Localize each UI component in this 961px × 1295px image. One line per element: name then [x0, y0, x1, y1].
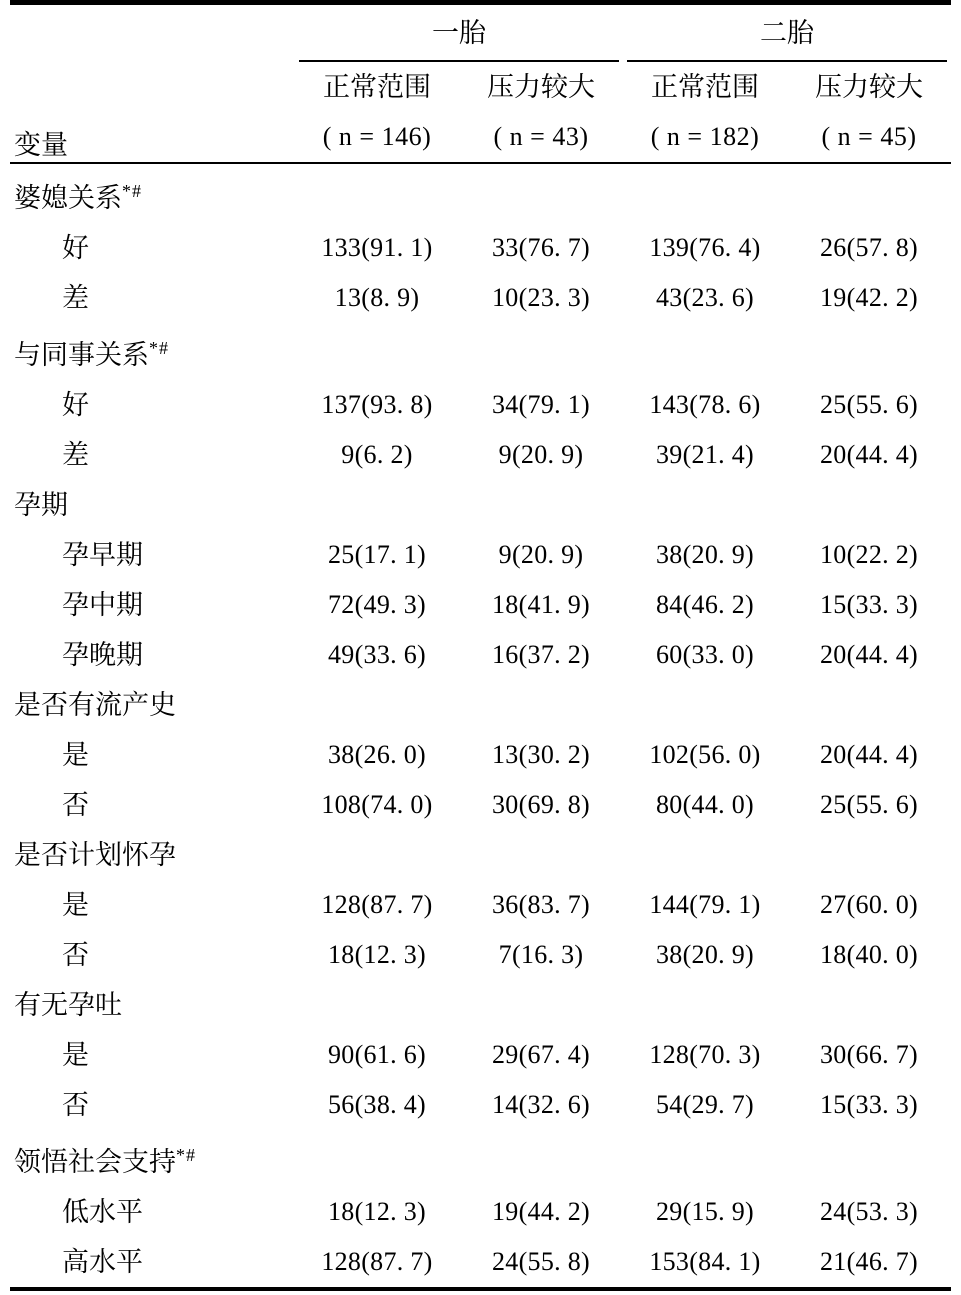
- table-cell: 14(32. 6): [459, 1080, 623, 1130]
- group-header-first-child-label: 一胎: [299, 10, 619, 62]
- table-cell: [459, 480, 623, 530]
- row-item-label: [10, 273, 295, 323]
- table-cell: 18(12. 3): [295, 1187, 459, 1237]
- table-cell: 20(44. 4): [787, 430, 951, 480]
- table-row: [10, 730, 951, 780]
- table-cell: 43(23. 6): [623, 273, 787, 323]
- row-item-label: [10, 730, 295, 780]
- table-body: [10, 3, 951, 1295]
- table-cell: 15(33. 3): [787, 580, 951, 630]
- table-row: [10, 1237, 951, 1289]
- row-item-label: [10, 880, 295, 930]
- significance-marker: *#: [149, 338, 169, 358]
- row-category-label: [10, 480, 295, 530]
- table-cell: 128(87. 7): [295, 880, 459, 930]
- table-cell: 49(33. 6): [295, 630, 459, 680]
- table-cell: 39(21. 4): [623, 430, 787, 480]
- row-category-label: [10, 1130, 295, 1187]
- table-cell: 137(93. 8): [295, 380, 459, 430]
- row-item-label: [10, 930, 295, 980]
- table-row: [10, 830, 951, 880]
- row-label-text: 领悟社会支持: [14, 1147, 176, 1177]
- row-item-label: [10, 580, 295, 630]
- table-cell: [787, 1130, 951, 1187]
- row-category-label: [10, 680, 295, 730]
- sample-size-col3: ( n = 182): [623, 112, 787, 163]
- sample-size-col1: ( n = 146): [295, 112, 459, 163]
- table-cell: [459, 680, 623, 730]
- table-cell: 9(20. 9): [459, 430, 623, 480]
- table-cell: 33(76. 7): [459, 223, 623, 273]
- row-label-text: 孕早期: [62, 540, 143, 570]
- table-cell: [787, 980, 951, 1030]
- rule-line: [10, 3, 951, 11]
- subheader-col3: 正常范围: [623, 62, 787, 112]
- sample-size-col4: ( n = 45): [787, 112, 951, 163]
- row-label-text: 好: [62, 233, 89, 263]
- table-cell: 102(56. 0): [623, 730, 787, 780]
- table-cell: [787, 830, 951, 880]
- table-cell: 30(66. 7): [787, 1030, 951, 1080]
- table-cell: 38(20. 9): [623, 530, 787, 580]
- row-label-text: 否: [62, 940, 89, 970]
- table-row: [10, 430, 951, 480]
- row-category-label: [10, 166, 295, 223]
- table-row: [10, 380, 951, 430]
- column-header-variable: 变量: [10, 10, 295, 163]
- row-label-text: 是否计划怀孕: [14, 840, 176, 870]
- group-header-second-child: [623, 10, 951, 62]
- row-label-text: 是: [62, 890, 89, 920]
- significance-marker: *#: [176, 1145, 196, 1165]
- subheader-col4: 压力较大: [787, 62, 951, 112]
- table-cell: [623, 680, 787, 730]
- row-category-label: [10, 323, 295, 380]
- row-label-text: 有无孕吐: [14, 990, 122, 1020]
- table-row: [10, 780, 951, 830]
- row-item-label: [10, 1080, 295, 1130]
- table-row: [10, 323, 951, 380]
- table-cell: [459, 980, 623, 1030]
- table-cell: 56(38. 4): [295, 1080, 459, 1130]
- table-row: [10, 1030, 951, 1080]
- table-cell: [623, 980, 787, 1030]
- table-cell: [459, 166, 623, 223]
- statistics-table: [10, 0, 951, 1295]
- significance-marker: *#: [122, 181, 142, 201]
- table-cell: [623, 830, 787, 880]
- group-header-first-child: [295, 10, 623, 62]
- row-label-text: 婆媳关系: [14, 183, 122, 213]
- row-label-text: 孕期: [14, 490, 68, 520]
- table-cell: 38(26. 0): [295, 730, 459, 780]
- table-cell: 80(44. 0): [623, 780, 787, 830]
- table-cell: [787, 480, 951, 530]
- table-cell: [459, 323, 623, 380]
- table-cell: 19(42. 2): [787, 273, 951, 323]
- table-cell: [623, 166, 787, 223]
- table-row: [10, 680, 951, 730]
- table-cell: 10(23. 3): [459, 273, 623, 323]
- table-cell: [623, 323, 787, 380]
- table-cell: 25(17. 1): [295, 530, 459, 580]
- table-cell: 133(91. 1): [295, 223, 459, 273]
- table-cell: [295, 980, 459, 1030]
- table-cell: 38(20. 9): [623, 930, 787, 980]
- table-cell: 19(44. 2): [459, 1187, 623, 1237]
- table-cell: 72(49. 3): [295, 580, 459, 630]
- table-cell: [295, 323, 459, 380]
- table-top-rule: [10, 3, 951, 11]
- table-cell: [295, 680, 459, 730]
- row-label-text: 好: [62, 390, 89, 420]
- table-cell: 108(74. 0): [295, 780, 459, 830]
- row-category-label: [10, 980, 295, 1030]
- row-label-text: 否: [62, 790, 89, 820]
- table-bottom-rule: [10, 1289, 951, 1295]
- table-cell: 18(12. 3): [295, 930, 459, 980]
- table-row: [10, 480, 951, 530]
- table-cell: [623, 480, 787, 530]
- table-cell: [295, 1130, 459, 1187]
- row-item-label: [10, 1237, 295, 1289]
- row-item-label: [10, 530, 295, 580]
- table-cell: [787, 680, 951, 730]
- table-cell: 139(76. 4): [623, 223, 787, 273]
- table-cell: 25(55. 6): [787, 380, 951, 430]
- table-cell: 21(46. 7): [787, 1237, 951, 1289]
- table-cell: 29(15. 9): [623, 1187, 787, 1237]
- row-category-label: [10, 830, 295, 880]
- table-row: [10, 1080, 951, 1130]
- row-label-text: 孕中期: [62, 590, 143, 620]
- row-item-label: [10, 380, 295, 430]
- table-cell: 54(29. 7): [623, 1080, 787, 1130]
- table-cell: [787, 166, 951, 223]
- table-cell: 143(78. 6): [623, 380, 787, 430]
- table-cell: 13(30. 2): [459, 730, 623, 780]
- table-cell: 26(57. 8): [787, 223, 951, 273]
- table-row: [10, 273, 951, 323]
- table-cell: 18(40. 0): [787, 930, 951, 980]
- table-cell: 29(67. 4): [459, 1030, 623, 1080]
- table-row: [10, 1187, 951, 1237]
- table-row: [10, 1130, 951, 1187]
- subheader-col1: 正常范围: [295, 62, 459, 112]
- table-cell: 90(61. 6): [295, 1030, 459, 1080]
- row-label-text: 孕晚期: [62, 640, 143, 670]
- table-cell: 153(84. 1): [623, 1237, 787, 1289]
- subheader-col2: 压力较大: [459, 62, 623, 112]
- row-item-label: [10, 223, 295, 273]
- table-row: [10, 166, 951, 223]
- sample-size-col2: ( n = 43): [459, 112, 623, 163]
- table-cell: [787, 323, 951, 380]
- rule-line: [10, 1289, 951, 1295]
- table-cell: 9(20. 9): [459, 530, 623, 580]
- table-cell: [459, 830, 623, 880]
- table-cell: 36(83. 7): [459, 880, 623, 930]
- table-row: [10, 980, 951, 1030]
- row-label-text: 否: [62, 1090, 89, 1120]
- table-cell: 13(8. 9): [295, 273, 459, 323]
- table-cell: 27(60. 0): [787, 880, 951, 930]
- table-cell: 24(53. 3): [787, 1187, 951, 1237]
- table-cell: 34(79. 1): [459, 380, 623, 430]
- table-cell: 15(33. 3): [787, 1080, 951, 1130]
- table-cell: 128(87. 7): [295, 1237, 459, 1289]
- row-label-text: 高水平: [62, 1247, 143, 1277]
- row-item-label: [10, 430, 295, 480]
- table-cell: [623, 1130, 787, 1187]
- table-row: [10, 880, 951, 930]
- table-cell: 30(69. 8): [459, 780, 623, 830]
- table-cell: 60(33. 0): [623, 630, 787, 680]
- table-cell: 7(16. 3): [459, 930, 623, 980]
- table-cell: 128(70. 3): [623, 1030, 787, 1080]
- table-row: [10, 930, 951, 980]
- table-cell: [459, 1130, 623, 1187]
- table-cell: 18(41. 9): [459, 580, 623, 630]
- row-item-label: [10, 1030, 295, 1080]
- table-cell: 16(37. 2): [459, 630, 623, 680]
- row-label-text: 是否有流产史: [14, 690, 176, 720]
- table-row: [10, 223, 951, 273]
- row-item-label: [10, 630, 295, 680]
- table-row: [10, 630, 951, 680]
- table-row: [10, 530, 951, 580]
- table-cell: 144(79. 1): [623, 880, 787, 930]
- table-cell: 20(44. 4): [787, 730, 951, 780]
- row-label-text: 与同事关系: [14, 340, 149, 370]
- table-cell: 84(46. 2): [623, 580, 787, 630]
- table-row: [10, 580, 951, 630]
- table-cell: 20(44. 4): [787, 630, 951, 680]
- group-header-second-child-label: 二胎: [627, 10, 947, 62]
- row-label-text: 差: [62, 283, 89, 313]
- row-label-text: 差: [62, 440, 89, 470]
- table-cell: 9(6. 2): [295, 430, 459, 480]
- table-cell: [295, 480, 459, 530]
- row-label-text: 低水平: [62, 1197, 143, 1227]
- row-item-label: [10, 780, 295, 830]
- table-cell: [295, 830, 459, 880]
- row-label-text: 是: [62, 740, 89, 770]
- table-cell: [295, 166, 459, 223]
- table-cell: 24(55. 8): [459, 1237, 623, 1289]
- row-item-label: [10, 1187, 295, 1237]
- group-header-row: [10, 10, 951, 62]
- row-label-text: 是: [62, 1040, 89, 1070]
- table-cell: 25(55. 6): [787, 780, 951, 830]
- table-cell: 10(22. 2): [787, 530, 951, 580]
